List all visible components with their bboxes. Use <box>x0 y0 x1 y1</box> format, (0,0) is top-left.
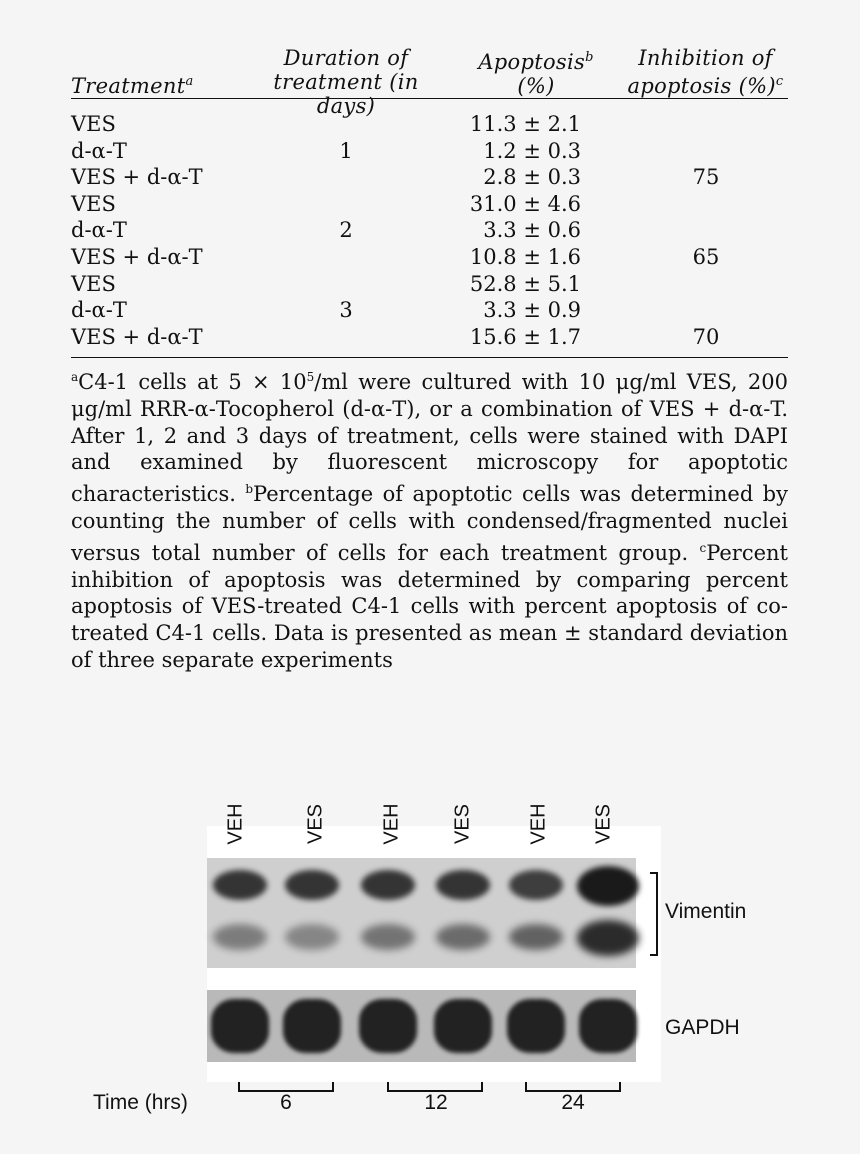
vimentin-label: Vimentin <box>665 900 747 923</box>
vimentin-lower-band <box>436 924 490 950</box>
table-row <box>71 111 788 137</box>
table-row <box>71 138 788 164</box>
vimentin-bracket <box>650 872 658 956</box>
table-row <box>71 164 788 190</box>
cell-treatment: VES + d-α-T <box>71 324 203 349</box>
header-apoptosis: Apoptosis$^b$ (%) <box>478 50 594 98</box>
bottom-rule <box>71 357 788 358</box>
cell-inhibition: 75 <box>692 165 720 190</box>
footnote-a-text: C4-1 cells at 5 × 10 <box>78 370 307 394</box>
cell-treatment: d-α-T <box>71 138 127 163</box>
lane-label: VES <box>592 803 615 845</box>
table-footnote <box>71 364 788 674</box>
footnote-marker-b: b <box>245 482 254 497</box>
vimentin-upper-band <box>361 870 415 900</box>
vimentin-lower-band <box>577 920 639 956</box>
header-treatment: Treatment$^a$ <box>71 74 194 98</box>
cell-duration: 1 <box>339 138 353 163</box>
lane-label: VEH <box>527 803 550 845</box>
gapdh-band <box>507 999 565 1053</box>
cell-treatment: VES <box>71 271 116 296</box>
cell-treatment: VES <box>71 112 116 136</box>
lane-label: VEH <box>224 803 247 845</box>
gapdh-band <box>359 999 417 1053</box>
header-rule <box>71 98 788 99</box>
cell-duration: 3 <box>339 298 353 323</box>
time-point-6: 6 <box>280 1091 292 1114</box>
time-point-12: 12 <box>424 1091 448 1114</box>
cell-inhibition: 65 <box>692 245 720 269</box>
time-axis-label: Time (hrs) <box>93 1091 188 1114</box>
vimentin-blot <box>207 858 636 968</box>
cell-apoptosis: 3.3 ± 0.9 <box>483 298 581 323</box>
table-row <box>71 297 788 323</box>
cell-treatment: VES + d-α-T <box>71 245 203 269</box>
vimentin-lower-band <box>361 924 415 950</box>
vimentin-lower-band <box>509 924 563 950</box>
table-row <box>71 244 788 270</box>
footnote-marker-c: c <box>699 540 707 555</box>
header-inhibition: Inhibition of apoptosis (%)$^c$ <box>627 46 784 98</box>
lane-label: VEH <box>380 803 403 845</box>
cell-treatment: VES + d-α-T <box>71 165 203 190</box>
gapdh-blot <box>207 990 636 1062</box>
vimentin-upper-band <box>577 866 639 906</box>
footnote-marker-a: a <box>71 370 79 384</box>
footnote-c-text: Percent inhibition of apoptosis was determined by comparing percent apoptosis of VES-treated C4-1 cells with percent apoptosis of co-treated C4-1 cells. Data is presented as mean ± standard deviation of three separate experiments <box>71 540 788 672</box>
gapdh-band <box>283 999 341 1053</box>
cell-apoptosis: 3.3 ± 0.6 <box>483 218 581 243</box>
gapdh-band <box>434 999 492 1053</box>
cell-inhibition: 70 <box>692 324 720 349</box>
vimentin-upper-band <box>509 870 563 900</box>
gapdh-band <box>211 999 269 1053</box>
table-row <box>71 217 788 243</box>
footnote-a-text-cont: /ml were cultured with 10 μg/ml VES, 200 μg/ml RRR-α-Tocopherol (d-α-T), or a combination of VES + d-α-T. After 1, 2 and 3 days of treatment, cells were stained with DAPI and examined by fluorescent microscopy for apoptotic characteristics. <box>71 370 788 507</box>
cell-apoptosis: 2.8 ± 0.3 <box>483 165 581 190</box>
cell-apoptosis: 1.2 ± 0.3 <box>483 138 581 163</box>
footnote-exponent: 5 <box>306 370 315 384</box>
cell-treatment: d-α-T <box>71 298 127 323</box>
cell-duration: 2 <box>339 218 353 243</box>
time-point-24: 24 <box>561 1091 585 1114</box>
vimentin-lower-band <box>285 924 339 950</box>
cell-apoptosis: 10.8 ± 1.6 <box>469 245 581 269</box>
gapdh-label: GAPDH <box>665 1016 740 1039</box>
vimentin-upper-band <box>285 870 339 900</box>
cell-apoptosis: 11.3 ± 2.1 <box>469 112 581 136</box>
gapdh-band <box>579 999 637 1053</box>
vimentin-upper-band <box>436 870 490 900</box>
lane-label: VES <box>451 803 474 845</box>
footnote-b-text: Percentage of apoptotic cells was determined by counting the number of cells with condensed/fragmented nuclei versus total number of cells for each treatment group. <box>71 482 788 565</box>
vimentin-upper-band <box>213 870 267 900</box>
table-row <box>71 324 788 350</box>
cell-apoptosis: 15.6 ± 1.7 <box>469 324 581 349</box>
lane-label: VES <box>304 803 327 845</box>
header-duration: Duration of treatment (in days) <box>273 46 419 118</box>
vimentin-lower-band <box>213 924 267 950</box>
cell-apoptosis: 31.0 ± 4.6 <box>469 191 581 216</box>
blot-figure <box>0 790 860 1154</box>
cell-treatment: d-α-T <box>71 218 127 243</box>
table-row <box>71 271 788 297</box>
table-row <box>71 191 788 217</box>
cell-apoptosis: 52.8 ± 5.1 <box>469 271 581 296</box>
cell-treatment: VES <box>71 191 116 216</box>
